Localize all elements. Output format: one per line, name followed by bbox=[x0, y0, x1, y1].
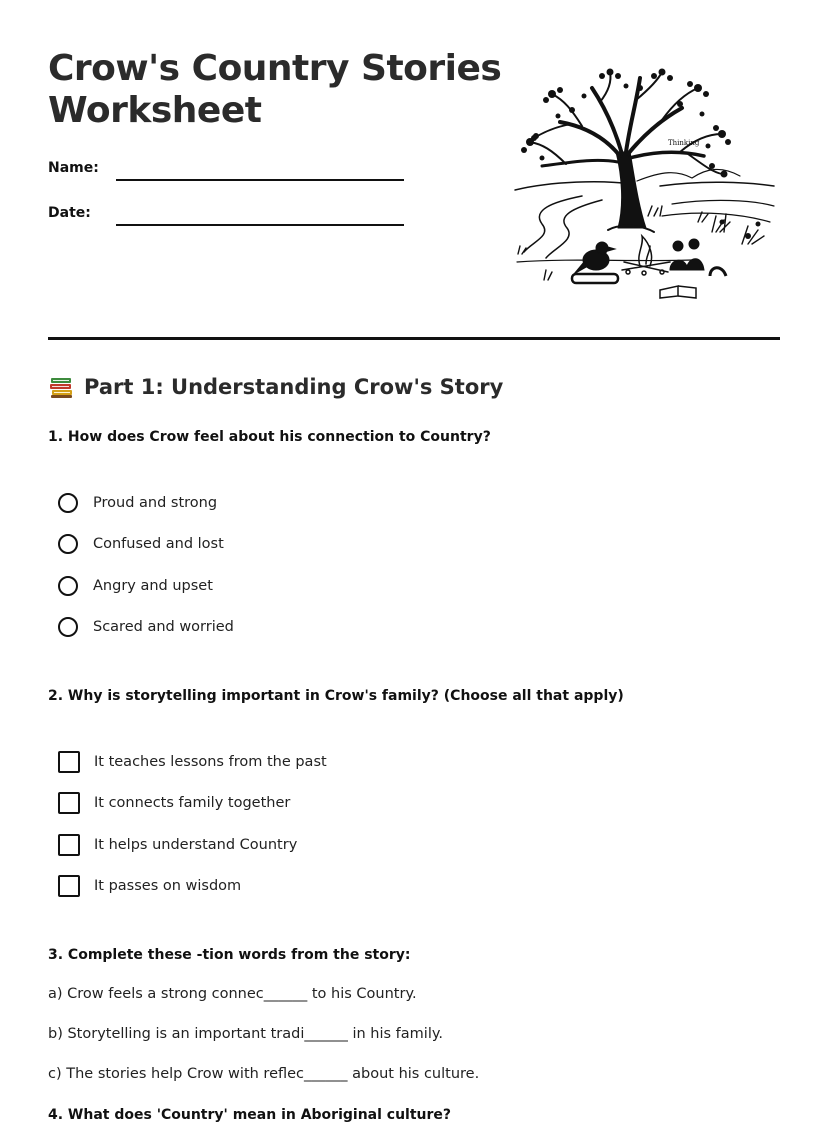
fill-in-line-c: c) The stories help Crow with reflec______ about his culture. bbox=[48, 1066, 480, 1082]
fill-in-line-a: a) Crow feels a strong connec______ to his Country. bbox=[48, 986, 417, 1002]
option-label: It teaches lessons from the past bbox=[94, 754, 327, 770]
checkbox[interactable] bbox=[58, 834, 80, 856]
q1-option-4[interactable] bbox=[58, 615, 234, 639]
date-field[interactable] bbox=[48, 205, 408, 235]
date-label: Date: bbox=[48, 205, 91, 221]
part1-title bbox=[48, 374, 503, 400]
question-2: 2. Why is storytelling important in Crow's family? (Choose all that apply) bbox=[48, 688, 624, 704]
option-label: It helps understand Country bbox=[94, 837, 298, 853]
section-divider bbox=[48, 337, 780, 340]
question-4: 4. What does 'Country' mean in Aboriginal culture? bbox=[48, 1107, 452, 1123]
radio-button[interactable] bbox=[58, 576, 78, 596]
question-3: 3. Complete these -tion words from the story: bbox=[48, 947, 411, 963]
part1-title-text: Part 1: Understanding Crow's Story bbox=[84, 375, 504, 399]
fill-in-line-b: b) Storytelling is an important tradi______ in his family. bbox=[48, 1026, 443, 1042]
tree-sign-text: Thinking bbox=[668, 139, 700, 147]
name-line[interactable] bbox=[116, 179, 404, 181]
checkbox[interactable] bbox=[58, 875, 80, 897]
name-field[interactable] bbox=[48, 160, 408, 190]
radio-button[interactable] bbox=[58, 617, 78, 637]
date-line[interactable] bbox=[116, 224, 404, 226]
q2-option-2[interactable] bbox=[58, 791, 290, 815]
option-label: Scared and worried bbox=[93, 619, 234, 635]
question-1: 1. How does Crow feel about his connection to Country? bbox=[48, 429, 491, 445]
q2-option-3[interactable] bbox=[58, 833, 297, 857]
worksheet-title: Crow's Country Stories Worksheet bbox=[48, 48, 502, 131]
option-label: It connects family together bbox=[94, 795, 291, 811]
tree-campfire-crow-illustration bbox=[512, 66, 778, 302]
q2-option-1[interactable] bbox=[58, 750, 327, 774]
radio-button[interactable] bbox=[58, 534, 78, 554]
radio-button[interactable] bbox=[58, 493, 78, 513]
q1-option-3[interactable] bbox=[58, 574, 213, 598]
option-label: Confused and lost bbox=[93, 536, 224, 552]
q1-option-2[interactable] bbox=[58, 532, 224, 556]
q2-option-4[interactable] bbox=[58, 874, 241, 898]
option-label: Proud and strong bbox=[93, 495, 218, 511]
option-label: It passes on wisdom bbox=[94, 878, 242, 894]
option-label: Angry and upset bbox=[93, 578, 213, 594]
name-label: Name: bbox=[48, 160, 99, 176]
checkbox[interactable] bbox=[58, 792, 80, 814]
checkbox[interactable] bbox=[58, 751, 80, 773]
books-icon bbox=[48, 374, 74, 400]
q1-option-1[interactable] bbox=[58, 491, 217, 515]
